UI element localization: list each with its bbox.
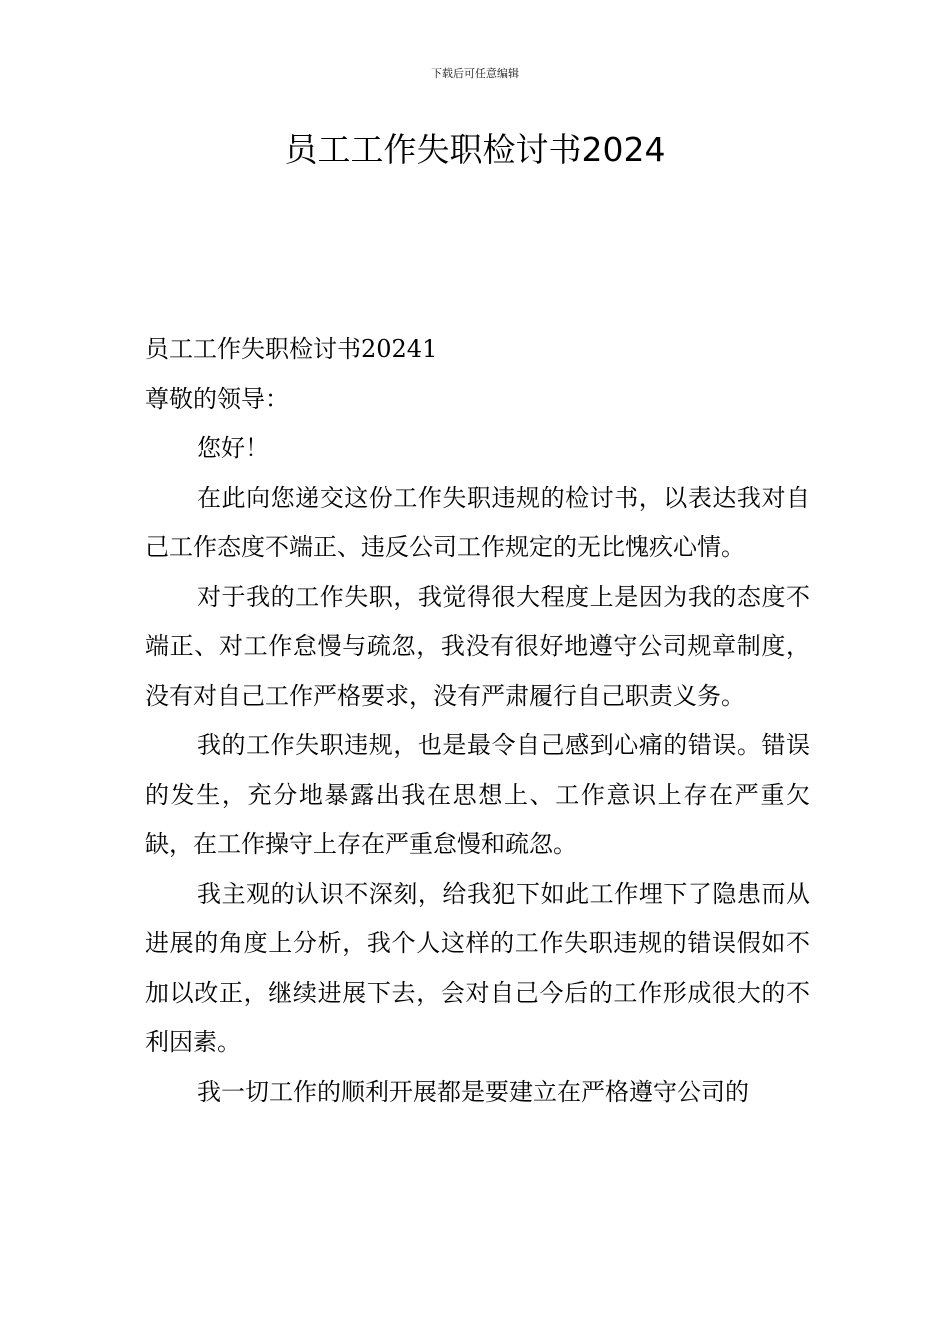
paragraph-3: 我的工作失职违规，也是最令自己感到心痛的错误。错误的发生，充分地暴露出我在思想上、工作意识上存在严重欠缺，在工作操守上存在严重怠慢和疏忽。 (145, 731, 810, 858)
paragraph-1: 在此向您递交这份工作失职违规的检讨书，以表达我对自己工作态度不端正、违反公司工作规定的无比愧疚心情。 (145, 483, 810, 561)
greeting: 您好！ (197, 434, 269, 462)
document-subtitle: 员工工作失职检讨书20241 (145, 335, 438, 363)
salutation: 尊敬的领导： (145, 384, 289, 413)
paragraph-4: 我主观的认识不深刻，给我犯下如此工作埋下了隐患而从进展的角度上分析，我个人这样的工作失职违规的错误假如不加以改正，继续进展下去，会对自己今后的工作形成很大的不利因素。 (145, 879, 810, 1056)
paragraph-5: 我一切工作的顺利开展都是要建立在严格遵守公司的 (197, 1077, 749, 1106)
document-title: 员工工作失职检讨书2024 (284, 130, 666, 169)
document-body (145, 325, 810, 1117)
paragraph-2: 对于我的工作失职，我觉得很大程度上是因为我的态度不端正、对工作怠慢与疏忽，我没有很好地遵守公司规章制度，没有对自己工作严格要求，没有严肃履行自己职责义务。 (145, 582, 810, 710)
header-note: 下载后可任意编辑 (431, 67, 519, 80)
